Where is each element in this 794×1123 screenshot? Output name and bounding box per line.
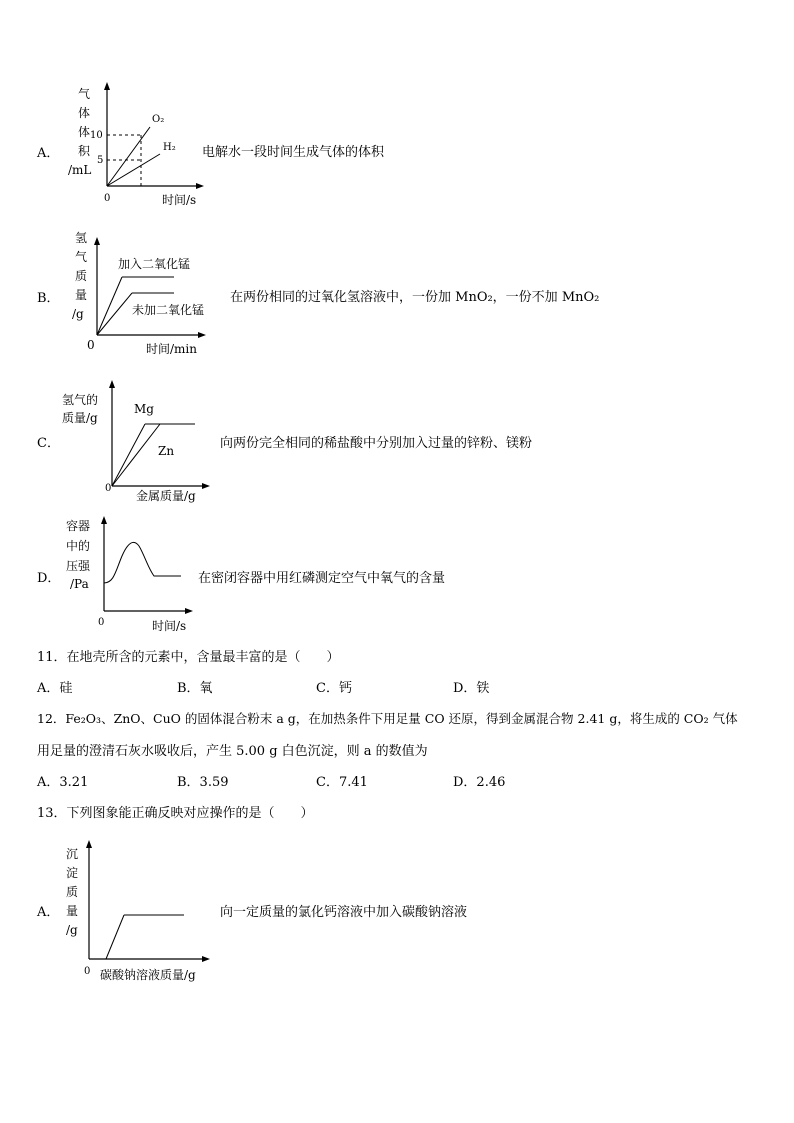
origin-label: 0 <box>87 338 95 352</box>
svg-text:气: 气 <box>75 250 88 264</box>
h2-line <box>107 154 160 186</box>
origin-label: 0 <box>104 193 111 204</box>
q12-option-d: D．2.46 <box>453 775 506 790</box>
q11-option-b: B．氧 <box>177 681 213 696</box>
o2-line <box>107 127 150 186</box>
q11-option-a: A．硅 <box>37 681 73 696</box>
question-11-stem: 11．在地壳所含的元素中，含量最丰富的是（ ） <box>37 650 340 665</box>
q12-option-c: C．7.41 <box>316 775 368 790</box>
svg-text:质: 质 <box>75 269 88 283</box>
q13-option-a-letter: A． <box>37 905 60 920</box>
option-b-letter: B． <box>37 291 60 306</box>
q11-option-c: C．钙 <box>316 681 352 696</box>
q13-option-a-description: 向一定质量的氯化钙溶液中加入碳酸钠溶液 <box>220 905 468 920</box>
x-axis-label: 金属质量/g <box>136 489 196 503</box>
h2-label: H₂ <box>163 142 176 153</box>
x-axis-label: 碳酸钠溶液质量/g <box>100 968 196 982</box>
question-12-stem-line2: 用足量的澄清石灰水吸收后，产生 5.00 g 白色沉淀，则 a 的数值为 <box>37 744 428 759</box>
svg-text:/Pa: /Pa <box>70 577 89 591</box>
svg-text:质: 质 <box>66 885 79 899</box>
svg-text:/g: /g <box>72 307 84 321</box>
svg-text:沉: 沉 <box>66 847 79 861</box>
with-mno2-label: 加入二氧化锰 <box>118 257 191 271</box>
origin-label: 0 <box>84 966 91 977</box>
question-13-stem: 13．下列图象能正确反映对应操作的是（ ） <box>37 806 314 821</box>
x-axis-label: 时间/min <box>146 342 197 356</box>
option-c-letter: C． <box>37 436 60 451</box>
option-d-description: 在密闭容器中用红磷测定空气中氧气的含量 <box>198 571 446 586</box>
svg-text:量: 量 <box>75 288 88 302</box>
zn-label: Zn <box>158 444 175 458</box>
chart-a-y-axis-label <box>68 86 91 177</box>
q11-option-d: D．铁 <box>453 681 490 696</box>
q12-option-b: B．3.59 <box>177 775 229 790</box>
svg-text:压强: 压强 <box>66 559 91 573</box>
chart-q13-precipitate <box>64 838 224 988</box>
chart-b-y-axis-label <box>72 231 87 321</box>
chart-d-red-phosphorus <box>62 512 212 637</box>
svg-text:积: 积 <box>78 144 91 158</box>
question-12-stem-line1: 12．Fe₂O₃、ZnO、CuO 的固体混合粉末 a g，在加热条件下用足量 CO 还原，得到金属混合物 2.41 g，将生成的 CO₂ 气体 <box>37 711 738 726</box>
x-axis-label: 时间/s <box>152 619 187 633</box>
chart-a-electrolysis <box>60 80 200 210</box>
origin-label: 0 <box>98 617 105 628</box>
option-d-letter: D． <box>37 571 61 586</box>
origin-label: 0 <box>105 483 112 494</box>
x-axis-label: 时间/s <box>162 193 197 207</box>
svg-text:量: 量 <box>66 904 79 918</box>
pressure-curve <box>104 542 181 583</box>
svg-text:淀: 淀 <box>66 866 79 880</box>
option-b-description: 在两份相同的过氧化氢溶液中，一份加 MnO₂，一份不加 MnO₂ <box>230 290 600 305</box>
svg-text:气: 气 <box>78 87 91 101</box>
svg-text:体: 体 <box>78 125 91 139</box>
svg-text:中的: 中的 <box>66 539 91 553</box>
o2-label: O₂ <box>152 114 165 125</box>
svg-text:容器: 容器 <box>66 519 91 533</box>
option-a-letter: A． <box>37 146 60 161</box>
y-axis-label-2: 质量/g <box>62 411 98 425</box>
chart-q13-y-axis-label <box>66 847 78 937</box>
y-axis-label-1: 氢气的 <box>62 393 99 407</box>
mg-label: Mg <box>134 402 154 416</box>
chart-b-hydrogen-peroxide <box>70 228 230 358</box>
svg-text:体: 体 <box>78 106 91 120</box>
chart-c-metals-acid <box>60 376 220 506</box>
tick-10: 10 <box>90 130 103 141</box>
without-mno2-label: 未加二氧化锰 <box>132 303 205 317</box>
option-a-description: 电解水一段时间生成气体的体积 <box>202 145 385 160</box>
option-c-description: 向两份完全相同的稀盐酸中分别加入过量的锌粉、镁粉 <box>220 436 533 451</box>
svg-text:/g: /g <box>66 923 78 937</box>
svg-text:/mL: /mL <box>68 163 92 177</box>
svg-text:氢: 氢 <box>75 231 88 245</box>
q12-option-a: A．3.21 <box>37 775 89 790</box>
tick-5: 5 <box>97 155 104 166</box>
chart-d-y-axis-label <box>66 518 91 591</box>
